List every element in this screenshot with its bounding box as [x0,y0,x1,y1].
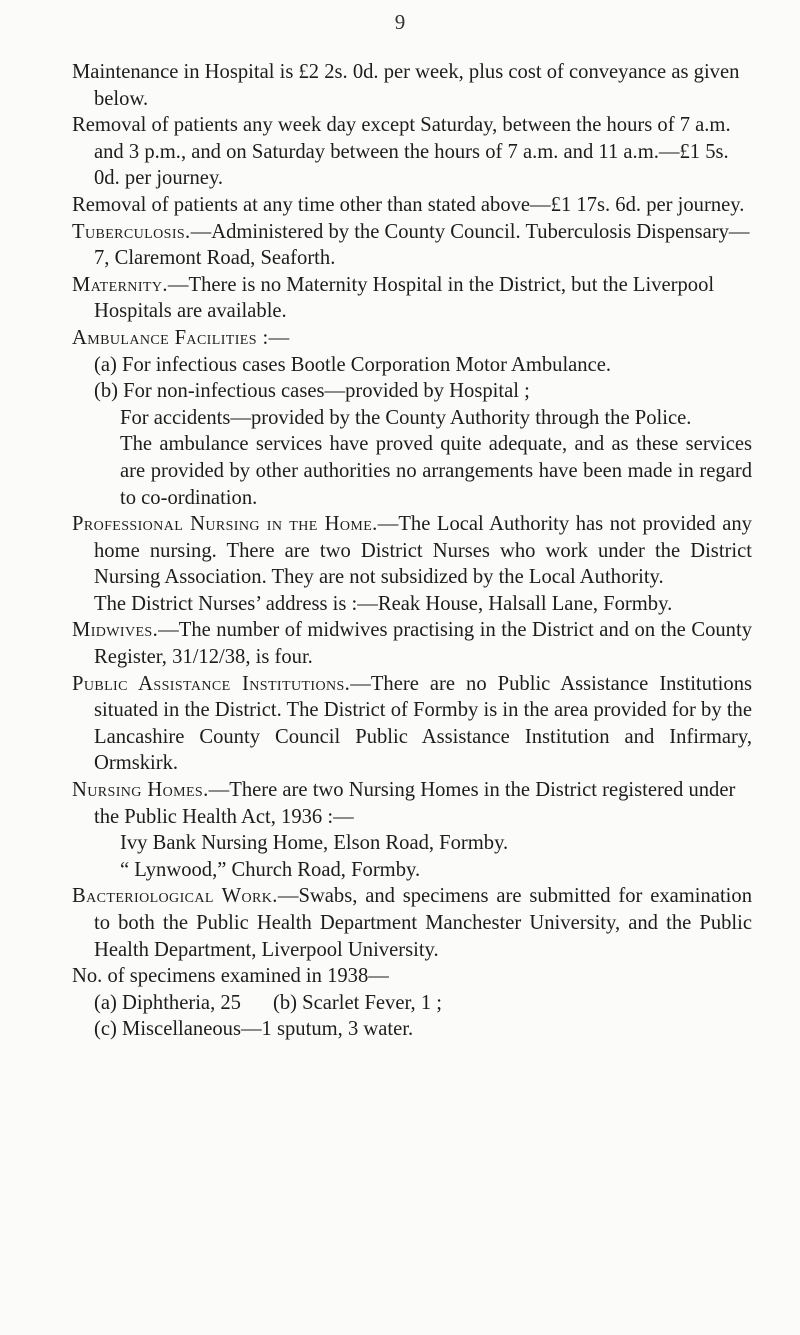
nursing-home-item: Ivy Bank Nursing Home, Elson Road, Formby. [120,832,509,855]
maternity-heading: Maternity. [72,273,168,296]
ambulance-item-a-label: (a) [94,353,117,376]
specimens-heading: No. of specimens examined in 1938— [72,965,389,988]
midwives-text: —The number of midwives practising in the District and on the County Register, 31/12/38, is four. [94,619,752,669]
specimen-b: (b) Scarlet Fever, 1 ; [272,991,442,1014]
ambulance-accidents: For accidents—provided by the County Authority through the Police. [120,406,692,429]
ambulance-item-b [72,378,752,405]
midwives-paragraph [72,617,752,670]
bacteriological-heading: Bacteriological Work. [72,885,278,908]
ambulance-item-a-text: For infectious cases Bootle Corporation Motor Ambulance. [122,353,612,376]
body-text [72,59,752,1043]
maternity-text: —There is no Maternity Hospital in the District, but the Liverpool Hospitals are available. [94,273,715,323]
specimen-c: (c) Miscellaneous—1 sputum, 3 water. [94,1018,414,1041]
ambulance-heading: Ambulance Facilities :— [72,326,290,349]
ambulance-item-b-text: For non-infectious cases—provided by Hospital ; [123,380,530,403]
home-nursing-text: —The Local Authority has not provided any home nursing. There are two District Nurses who work under the District Nursing Association. They are not subsidized by the Local Authority. [94,513,752,589]
tuberculosis-text: —Administered by the County Council. Tuberculosis Dispensary—7, Claremont Road, Seaforth. [94,220,750,270]
public-assistance-text: —There are no Public Assistance Institutions situated in the District. The District of Formby is in the area provided for by the Lancashire County Council Public Assistance Institution and Infirmary, Ormskirk. [94,672,753,775]
maternity-paragraph [72,272,752,325]
ambulance-adequacy: The ambulance services have proved quite adequate, and as these services are provided by other authorities no arrangements have been made in regard to co-ordination. [120,433,752,509]
bacteriological-text: —Swabs, and specimens are submitted for examination to both the Public Health Department Manchester University, and the Public Health Department, Liverpool University. [94,885,753,961]
page-number: 9 [394,10,406,34]
specimens-line-c [72,1016,752,1043]
home-nursing-paragraph [72,511,752,591]
nursing-homes-heading: Nursing Homes. [72,779,209,802]
nursing-home-item: “ Lynwood,” Church Road, Formby. [120,858,421,881]
district-nurses-address-text: The District Nurses’ address is :—Reak House, Halsall Lane, Formby. [94,592,673,615]
district-nurses-address [72,591,752,618]
midwives-heading: Midwives. [72,619,159,642]
home-nursing-heading: Professional Nursing in the Home. [72,513,378,536]
nursing-homes-paragraph [72,777,752,830]
specimen-a: (a) Diphtheria, 25 [94,991,241,1014]
ambulance-item-b-label: (b) [94,380,119,403]
public-assistance-heading: Public Assistance Institutions. [72,672,351,695]
specimens-line-ab [72,990,752,1017]
public-assistance-paragraph [72,671,752,777]
tuberculosis-paragraph [72,219,752,272]
ambulance-item-a [72,352,752,379]
nursing-homes-text: —There are two Nursing Homes in the District registered under the Public Health Act, 1936 :— [94,779,736,828]
removal-other-paragraph: Removal of patients at any time other than stated above—£1 17s. 6d. per journey. [72,193,745,216]
maintenance-paragraph: Maintenance in Hospital is £2 2s. 0d. per week, plus cost of conveyance as given below. [72,61,740,110]
tuberculosis-heading: Tuberculosis. [72,220,191,243]
bacteriological-paragraph [72,883,752,963]
removal-weekday-paragraph: Removal of patients any week day except Saturday, between the hours of 7 a.m. and 3 p.m., and on Saturday between the hours of 7 a.m. and 11 a.m.—£1 5s. 0d. per journey. [72,114,731,190]
